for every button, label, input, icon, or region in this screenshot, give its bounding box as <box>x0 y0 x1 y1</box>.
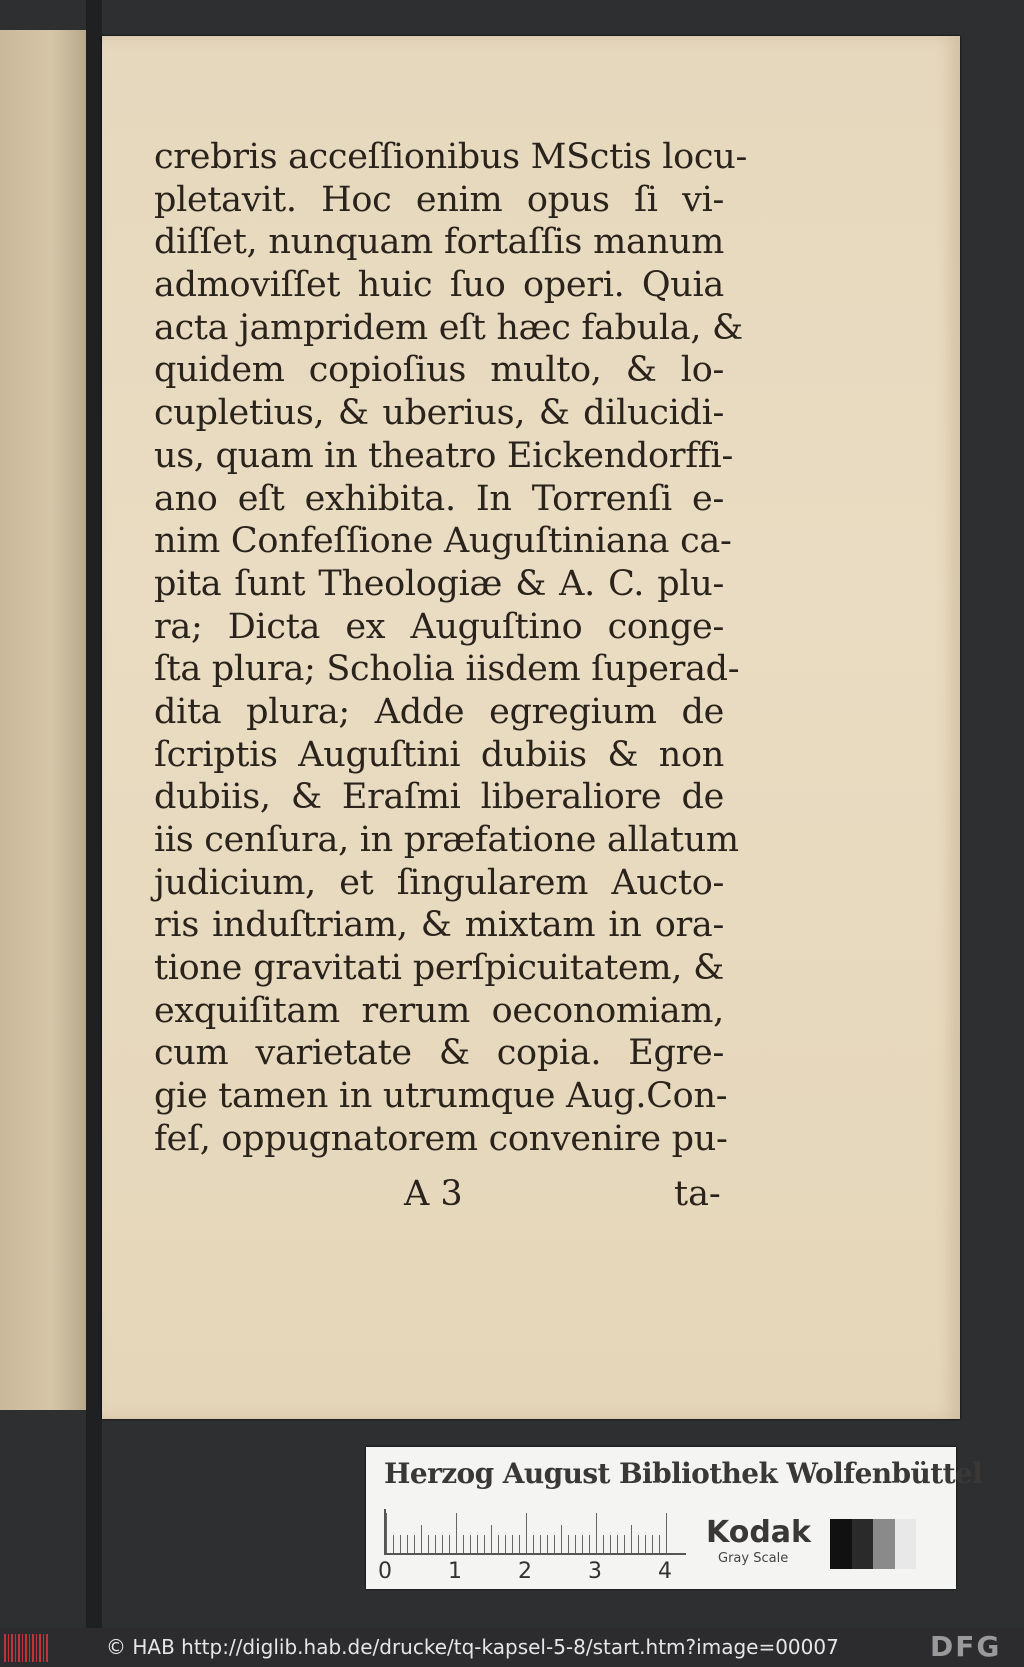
ruler-number: 0 <box>378 1559 392 1584</box>
ruler-tick <box>568 1535 569 1553</box>
gray-swatch <box>873 1519 895 1569</box>
ruler-tick <box>645 1535 646 1553</box>
text-line: ra; Dicta ex Auguſtino conge- <box>154 606 724 647</box>
text-line: dita plura; Adde egregium de <box>154 691 724 732</box>
text-line: tione gravitati perſpicuitatem, & <box>154 948 724 989</box>
text-line: gie tamen in utrumque Aug.Con- <box>154 1076 728 1117</box>
ruler-tick <box>470 1535 471 1553</box>
ruler-tick <box>666 1513 667 1553</box>
ruler-number: 3 <box>588 1559 602 1584</box>
gray-scale-label: Gray Scale <box>718 1551 789 1566</box>
source-credit: © HAB http://diglib.hab.de/drucke/tq-kapsel-5-8/start.htm?image=00007 <box>106 1635 839 1659</box>
gray-swatch <box>830 1519 852 1569</box>
text-line: ris induſtriam, & mixtam in ora- <box>154 905 724 946</box>
ruler-tick <box>575 1535 576 1553</box>
ruler-tick <box>589 1535 590 1553</box>
text-line: exquiſitam rerum oeconomiam, <box>154 990 724 1031</box>
ruler-tick <box>435 1535 436 1553</box>
ruler-tick <box>652 1535 653 1553</box>
kodak-logo: Kodak <box>706 1515 811 1550</box>
ruler-tick <box>449 1535 450 1553</box>
text-line: feſ, oppugnatorem convenire pu- <box>154 1118 728 1159</box>
text-line: judicium, et ſingularem Aucto- <box>154 862 724 903</box>
viewer-footer <box>0 1628 1024 1667</box>
catchword: ta- <box>674 1174 721 1214</box>
text-line: cum varietate & copia. Egre- <box>154 1033 724 1074</box>
ruler-tick <box>596 1513 597 1553</box>
text-line: pletavit. Hoc enim opus ſi vi- <box>154 179 724 220</box>
text-line: us, quam in theatro Eickendorffi- <box>154 435 733 476</box>
ruler-tick <box>526 1513 527 1553</box>
ruler-tick <box>519 1535 520 1553</box>
text-line: ſta plura; Scholia iisdem ſuperad- <box>154 649 740 690</box>
left-page-ghost-text <box>0 140 40 162</box>
ruler-tick <box>561 1525 562 1553</box>
library-name: Herzog August Bibliothek Wolfenbüttel <box>384 1457 983 1490</box>
ruler-tick <box>421 1525 422 1553</box>
text-line: crebris acceſſionibus MSctis locu- <box>154 137 747 177</box>
text-line: dubiis, & Eraſmi liberaliore de <box>154 777 724 818</box>
book-page <box>102 36 960 1419</box>
text-line: ſcriptis Auguſtini dubiis & non <box>154 734 724 775</box>
gray-scale-swatches <box>830 1519 916 1569</box>
ruler-tick <box>414 1535 415 1553</box>
ruler-tick <box>505 1535 506 1553</box>
ruler-tick <box>407 1535 408 1553</box>
ruler-tick <box>582 1535 583 1553</box>
ruler-tick <box>533 1535 534 1553</box>
ruler-number: 2 <box>518 1559 532 1584</box>
page-text-block <box>154 136 747 1161</box>
ruler-tick <box>463 1535 464 1553</box>
ruler-number: 1 <box>448 1559 462 1584</box>
ruler-tick <box>638 1535 639 1553</box>
dfg-logo: DFG <box>930 1630 1002 1663</box>
ruler-tick <box>540 1535 541 1553</box>
gray-swatch <box>852 1519 874 1569</box>
ruler-tick <box>624 1535 625 1553</box>
ruler-tick <box>491 1525 492 1553</box>
ruler-tick <box>442 1535 443 1553</box>
text-line: nim Confeſſione Auguſtiniana ca- <box>154 521 732 562</box>
ruler-tick <box>386 1513 387 1553</box>
ruler-tick <box>603 1535 604 1553</box>
ruler-numbers <box>378 1559 698 1585</box>
text-line: acta jampridem eſt hæc fabula, & <box>154 307 743 348</box>
barcode-icon <box>4 1634 48 1662</box>
text-line: ano eſt exhibita. In Torrenſi e- <box>154 478 724 519</box>
ruler-tick <box>400 1535 401 1553</box>
text-line: quidem copioſius multo, & lo- <box>154 350 724 391</box>
color-reference-card <box>366 1447 983 1589</box>
ruler-tick <box>617 1535 618 1553</box>
ruler-tick <box>484 1535 485 1553</box>
book-gutter <box>86 0 102 1667</box>
ruler-tick <box>547 1535 548 1553</box>
ruler-tick <box>456 1513 457 1553</box>
ruler-tick <box>659 1535 660 1553</box>
gray-swatch <box>895 1519 917 1569</box>
text-line: pita ſunt Theologiæ & A. C. plu- <box>154 563 724 604</box>
ruler-tick <box>393 1535 394 1553</box>
ruler-tick <box>477 1535 478 1553</box>
ruler-tick <box>610 1535 611 1553</box>
ruler-tick <box>554 1535 555 1553</box>
text-line: admoviſſet huic ſuo operi. Quia <box>154 265 724 306</box>
ruler-number: 4 <box>658 1559 672 1584</box>
scale-ruler <box>384 1509 686 1555</box>
ruler-tick <box>498 1535 499 1553</box>
ruler-tick <box>512 1535 513 1553</box>
signature-mark: A 3 <box>404 1174 463 1214</box>
text-line: iis cenſura, in præfatione allatum <box>154 820 739 860</box>
ruler-tick <box>631 1525 632 1553</box>
left-facing-page <box>0 30 86 1410</box>
text-line: cupletius, & uberius, & dilucidi- <box>154 393 724 434</box>
text-line: diſſet, nunquam fortaſſis manum <box>154 222 724 263</box>
ruler-tick <box>428 1535 429 1553</box>
